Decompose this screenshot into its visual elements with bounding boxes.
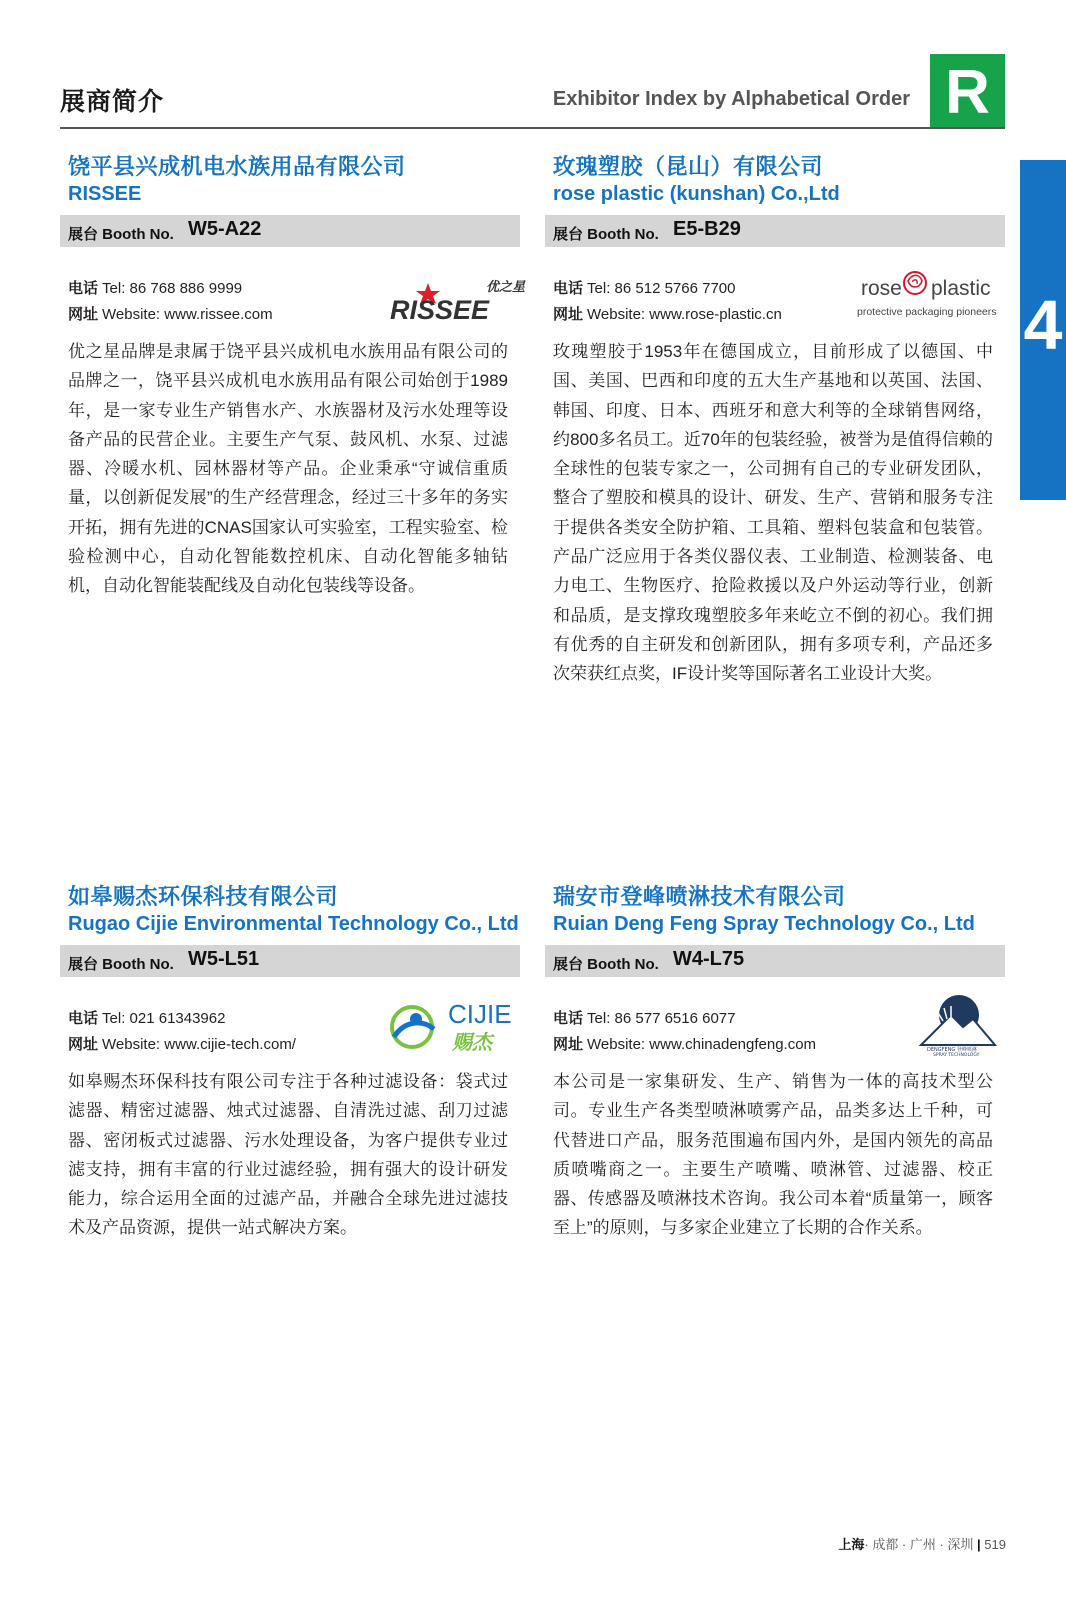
website-link[interactable]: www.rissee.com bbox=[164, 306, 273, 323]
booth-bar bbox=[60, 945, 520, 977]
booth-number: W4-L75 bbox=[673, 948, 745, 970]
booth-bar bbox=[545, 945, 1005, 977]
svg-text:CIJIE: CIJIE bbox=[448, 999, 512, 1029]
exhibitor-card bbox=[60, 882, 520, 1243]
exhibitor-name-zh: 玫瑰塑胶（昆山）有限公司 bbox=[553, 154, 824, 179]
exhibitor-name-en: Rugao Cijie Environmental Technology Co., Ltd bbox=[68, 913, 519, 935]
page-footer: 上海· 成都 · 广州 · 深圳 | 519 bbox=[838, 1537, 1006, 1552]
website-link[interactable]: www.chinadengfeng.com bbox=[649, 1036, 817, 1053]
booth-number: E5-B29 bbox=[673, 218, 741, 240]
contact-block bbox=[545, 247, 1005, 337]
booth-label: 展台 Booth No. bbox=[68, 956, 174, 973]
contact-block bbox=[545, 977, 1005, 1067]
website-link[interactable]: www.rose-plastic.cn bbox=[649, 306, 782, 323]
booth-label: 展台 Booth No. bbox=[553, 226, 659, 243]
page-number: 519 bbox=[984, 1537, 1006, 1552]
svg-text:rose: rose bbox=[861, 277, 902, 300]
booth-number: W5-L51 bbox=[188, 948, 260, 970]
chapter-side-tab bbox=[1020, 160, 1066, 500]
svg-text:优之星: 优之星 bbox=[486, 280, 526, 295]
exhibitor-name-zh: 如皋赐杰环保科技有限公司 bbox=[68, 884, 339, 909]
booth-label: 展台 Booth No. bbox=[68, 226, 174, 243]
exhibitor-name-en: RISSEE bbox=[68, 183, 142, 205]
exhibitor-description: 玫瑰塑胶于1953年在德国成立，目前形成了以德国、中国、美国、巴西和印度的五大生产基地和以英国、法国、韩国、印度、日本、西班牙和意大利等的全球销售网络，约800多名员工。近70年的包装经验，被誉为是值得信赖的全球性的包装专家之一，公司拥有自己的专业研发团队，整合了塑胶和模具的设计、研发、生产、营销和服务专注于提供各类安全防护箱、工具箱、塑料包装盒和包装管。产品广泛应用于各类仪器仪表、工业制造、检测装备、电力电工、生物医疗、抢险救援以及户外运动等行业，创新和品质，是支撑玫瑰塑胶多年来屹立不倒的初心。我们拥有优秀的自主研发和创新团队，拥有多项专利，产品还多次荣获红点奖，IF设计奖等国际著名工业设计大奖。 bbox=[553, 342, 993, 684]
exhibitor-name-zh: 饶平县兴成机电水族用品有限公司 bbox=[68, 154, 406, 179]
exhibitor-name-zh: 瑞安市登峰喷淋技术有限公司 bbox=[553, 884, 846, 909]
website-line: 网址 Website: www.cijie-tech.com/ bbox=[68, 1036, 296, 1053]
rose-icon bbox=[904, 272, 926, 294]
tel-line: 电话 Tel: 86 768 886 9999 bbox=[68, 280, 243, 297]
website-line: 网址 Website: www.rissee.com bbox=[68, 306, 273, 323]
page-subtitle: Exhibitor Index by Alphabetical Order bbox=[552, 88, 910, 110]
rose-plastic-logo bbox=[855, 261, 1005, 327]
tel-value: 86 512 5766 7700 bbox=[614, 280, 736, 297]
tel-value: 021 61343962 bbox=[129, 1010, 226, 1027]
exhibitor-name-en: Ruian Deng Feng Spray Technology Co., Ltd bbox=[553, 913, 975, 935]
header-divider bbox=[60, 127, 1005, 129]
exhibitor-description: 如皋赐杰环保科技有限公司专注于各种过滤设备：袋式过滤器、精密过滤器、烛式过滤器、自清洗过滤、刮刀过滤器、密闭板式过滤器、污水处理设备，为客户提供专业过滤支持，拥有丰富的行业过滤经验，拥有强大的设计研发能力，综合运用全面的过滤产品，并融合全球先进过滤技术及产品资源，提供一站式解决方案。 bbox=[68, 1072, 508, 1238]
svg-text:protective packaging pioneers: protective packaging pioneers bbox=[857, 306, 997, 318]
svg-text:RISSEE: RISSEE bbox=[390, 295, 490, 325]
globe-icon bbox=[392, 1007, 434, 1047]
exhibitor-card bbox=[60, 152, 526, 601]
contact-block bbox=[60, 247, 526, 337]
tel-line: 电话 Tel: 86 512 5766 7700 bbox=[553, 280, 736, 297]
exhibitor-description: 本公司是一家集研发、生产、销售为一体的高技术型公司。专业生产各类型喷淋喷雾产品，品类多达上千种，可代替进口产品，服务范围遍布国内外，是国内领先的高品质喷嘴商之一。主要生产喷嘴、喷淋管、过滤器、校正器、传感器及喷淋技术咨询。我公司本着“质量第一，顾客至上”的原则，与多家企业建立了长期的合作关系。 bbox=[553, 1072, 993, 1238]
chapter-number: 4 bbox=[1023, 286, 1063, 364]
rissee-logo bbox=[370, 261, 526, 327]
tel-line: 电话 Tel: 86 577 6516 6077 bbox=[553, 1010, 736, 1027]
mountain-peak-icon bbox=[921, 995, 995, 1045]
tel-line: 电话 Tel: 021 61343962 bbox=[68, 1010, 226, 1027]
website-link[interactable]: www.cijie-tech.com/ bbox=[164, 1036, 296, 1053]
cijie-logo bbox=[370, 991, 520, 1057]
svg-text:SPRAY TECHNOLOGY: SPRAY TECHNOLOGY bbox=[933, 1053, 980, 1058]
svg-text:赐杰: 赐杰 bbox=[452, 1030, 492, 1054]
svg-text:plastic: plastic bbox=[931, 277, 991, 300]
booth-bar bbox=[60, 215, 520, 247]
page-title: 展商简介 bbox=[60, 88, 165, 116]
exhibitor-name-en: rose plastic (kunshan) Co.,Ltd bbox=[553, 183, 840, 205]
exhibitor-card bbox=[545, 152, 1005, 689]
exhibitor-card bbox=[545, 882, 1005, 1243]
website-line: 网址 Website: www.chinadengfeng.com bbox=[553, 1036, 817, 1053]
booth-number: W5-A22 bbox=[188, 218, 262, 240]
website-line: 网址 Website: www.rose-plastic.cn bbox=[553, 306, 782, 323]
footer-city-main: 上海 bbox=[838, 1537, 865, 1552]
tel-value: 86 768 886 9999 bbox=[129, 280, 243, 297]
footer-cities: · 成都 · 广州 · 深圳 bbox=[864, 1537, 974, 1552]
booth-label: 展台 Booth No. bbox=[553, 956, 659, 973]
section-letter-badge: R bbox=[930, 54, 1005, 129]
booth-bar bbox=[545, 215, 1005, 247]
tel-value: 86 577 6516 6077 bbox=[614, 1010, 736, 1027]
dengfeng-logo bbox=[855, 991, 1005, 1057]
svg-text:DENGFENG 登峰喷淋: DENGFENG 登峰喷淋 bbox=[927, 1047, 977, 1053]
contact-block bbox=[60, 977, 520, 1067]
exhibitor-description: 优之星品牌是隶属于饶平县兴成机电水族用品有限公司的品牌之一，饶平县兴成机电水族用品有限公司始创于1989年，是一家专业生产销售水产、水族器材及污水处理等设备产品的民营企业。主要生产气泵、鼓风机、水泵、过滤器、冷暖水机、园林器材等产品。企业秉承“守诚信重质量，以创新促发展”的生产经营理念，经过三十多年的务实开拓，拥有先进的CNAS国家认可实验室，工程实验室、检验检测中心，自动化智能数控机床、自动化智能多轴钻机，自动化智能装配线及自动化包装线等设备。 bbox=[68, 342, 508, 596]
